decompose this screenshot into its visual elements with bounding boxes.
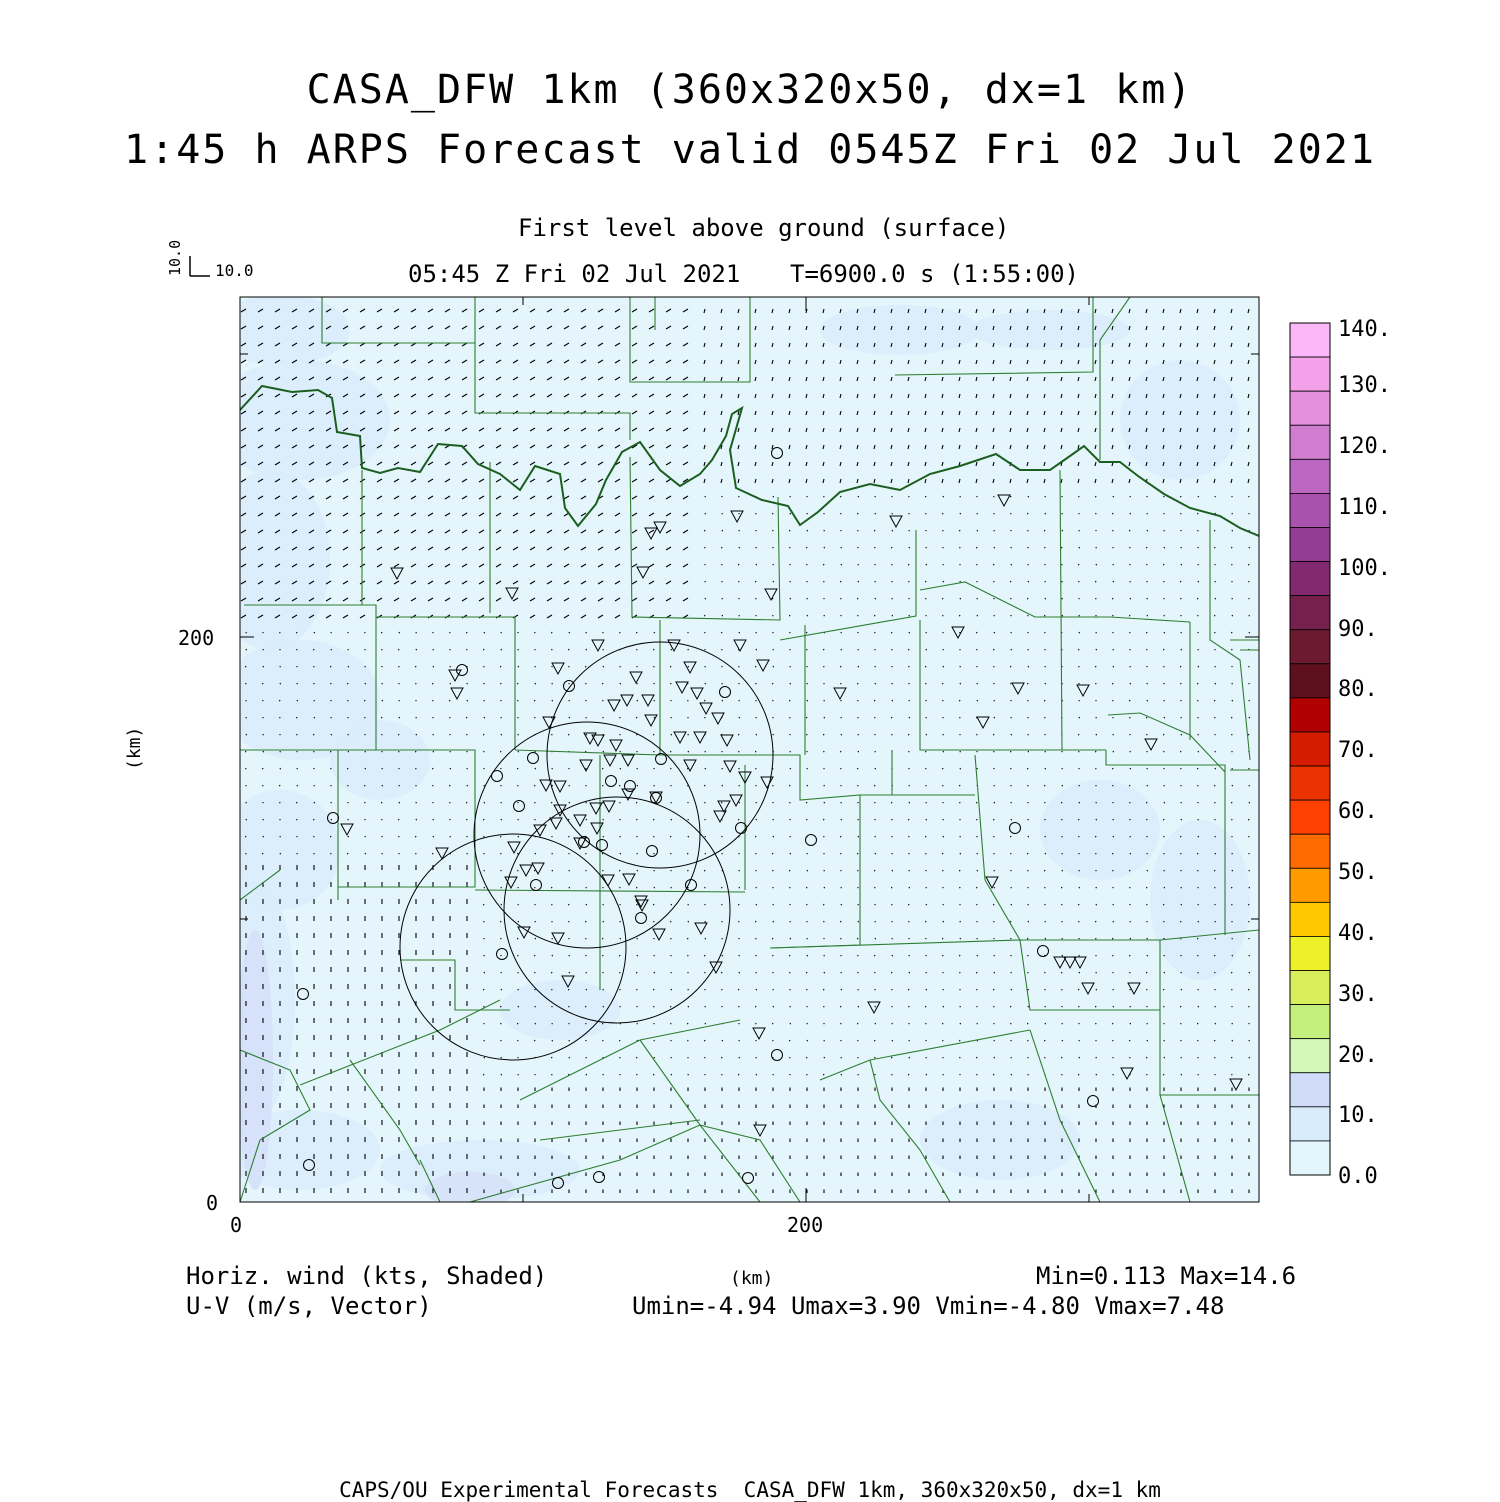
- colorbar-swatch: [1290, 732, 1330, 766]
- colorbar-label: 90.: [1338, 617, 1378, 642]
- colorbar-label: 50.: [1338, 860, 1378, 885]
- title-line-1: CASA_DFW 1km (360x320x50, dx=1 km): [0, 70, 1500, 110]
- colorbar-swatch: [1290, 562, 1330, 596]
- y-axis-label: (km): [124, 727, 145, 770]
- colorbar-label: 40.: [1338, 921, 1378, 946]
- vector-scale-horizontal: 10.0: [215, 261, 254, 280]
- y-tick-label: 0: [206, 1191, 218, 1215]
- colorbar-label: 140.: [1338, 317, 1391, 342]
- colorbar-swatch: [1290, 630, 1330, 664]
- colorbar-label: 120.: [1338, 434, 1391, 459]
- colorbar-label: 20.: [1338, 1043, 1378, 1068]
- x-tick-label: 200: [787, 1213, 823, 1237]
- level-label: First level above ground (surface): [518, 216, 1009, 240]
- colorbar-swatch: [1290, 425, 1330, 459]
- colorbar-label: 10.: [1338, 1103, 1378, 1128]
- valid-time-label: 05:45 Z Fri 02 Jul 2021: [408, 262, 740, 286]
- x-axis-label: (km): [730, 1268, 773, 1289]
- colorbar-swatch: [1290, 323, 1330, 357]
- vector-scale-reference: [166, 240, 254, 280]
- colorbar-swatch: [1290, 1005, 1330, 1039]
- colorbar-swatch: [1290, 1073, 1330, 1107]
- colorbar-swatch: [1290, 834, 1330, 868]
- stats-minmax: Min=0.113 Max=14.6: [1036, 1264, 1296, 1288]
- colorbar-swatch: [1290, 1039, 1330, 1073]
- colorbar-swatch: [1290, 936, 1330, 970]
- colorbar-swatch: [1290, 664, 1330, 698]
- colorbar-label: 110.: [1338, 495, 1391, 520]
- title-line-2: 1:45 h ARPS Forecast valid 0545Z Fri 02 Jul 2021: [0, 130, 1500, 170]
- legend-vector: U-V (m/s, Vector): [186, 1294, 432, 1318]
- colorbar-label: 100.: [1338, 556, 1391, 581]
- colorbar-label: 80.: [1338, 677, 1378, 702]
- footer-credit: CAPS/OU Experimental Forecasts CASA_DFW 1km, 360x320x50, dx=1 km: [0, 1480, 1500, 1501]
- x-tick-label: 0: [230, 1213, 242, 1237]
- y-tick-label: 200: [178, 626, 214, 650]
- wind-speed-field: [210, 295, 1259, 1208]
- colorbar-label: 30.: [1338, 982, 1378, 1007]
- colorbar-swatch: [1290, 868, 1330, 902]
- colorbar-label: 130.: [1338, 373, 1391, 398]
- colorbar-swatch: [1290, 527, 1330, 561]
- colorbar-label: 70.: [1338, 738, 1378, 763]
- colorbar-label: 60.: [1338, 799, 1378, 824]
- colorbar-swatch: [1290, 493, 1330, 527]
- colorbar-swatch: [1290, 1107, 1330, 1141]
- colorbar-label: 0.0: [1338, 1164, 1378, 1189]
- colorbar-swatch: [1290, 357, 1330, 391]
- colorbar-swatch: [1290, 698, 1330, 732]
- colorbar-swatch: [1290, 391, 1330, 425]
- colorbar: [1290, 323, 1330, 1175]
- colorbar-swatch: [1290, 800, 1330, 834]
- colorbar-swatch: [1290, 596, 1330, 630]
- legend-shaded: Horiz. wind (kts, Shaded): [186, 1264, 547, 1288]
- model-time-label: T=6900.0 s (1:55:00): [790, 262, 1079, 286]
- colorbar-swatch: [1290, 902, 1330, 936]
- colorbar-labels: [1338, 317, 1391, 1189]
- colorbar-swatch: [1290, 459, 1330, 493]
- stats-uv: Umin=-4.94 Umax=3.90 Vmin=-4.80 Vmax=7.48: [632, 1294, 1224, 1318]
- vector-scale-vertical: 10.0: [166, 240, 184, 276]
- colorbar-swatch: [1290, 971, 1330, 1005]
- colorbar-swatch: [1290, 766, 1330, 800]
- colorbar-swatch: [1290, 1141, 1330, 1175]
